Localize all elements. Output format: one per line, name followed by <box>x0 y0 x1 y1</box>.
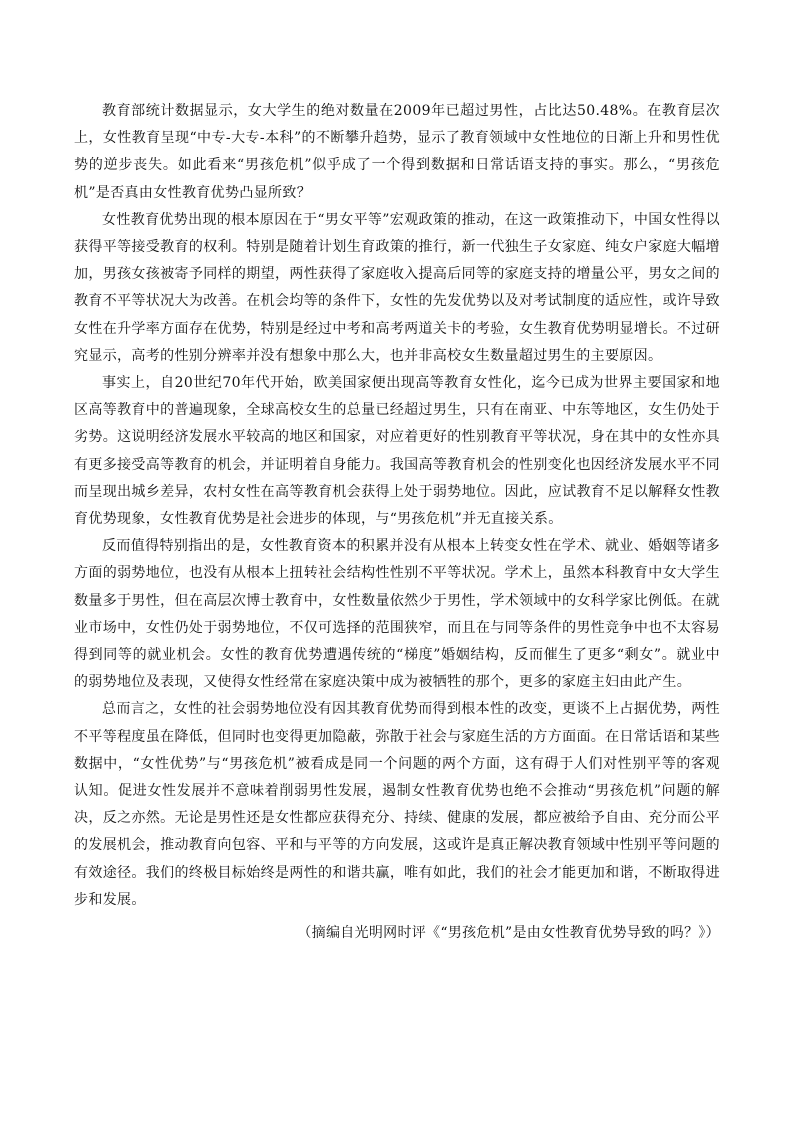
source-citation: （摘编自光明网时评《“男孩危机”是由女性教育优势导致的吗？》） <box>297 925 720 942</box>
paragraph-4: 反而值得特别指出的是，女性教育资本的积累并没有从根本上转变女性在学术、就业、婚姻等诸多方面的弱势地位，也没有从根本上扭转社会结构性性别不平等状况。学术上，虽然本科教育中女大学生数量多于男性，但在高层次博士教育中，女性数量依然少于男性，学术领域中的女科学家比例低。在就业市场中，女性仍处于弱势地位，不仅可选择的范围狭窄，而且在与同等条件的男性竞争中也不太容易得到同等的就业机会。女性的教育优势遭遇传统的“梯度”婚姻结构，反而催生了更多“剩女”。就业中的弱势地位及表现，又使得女性经常在家庭决策中成为被牺牲的那个，更多的家庭主妇由此产生。 <box>74 538 720 691</box>
paragraph-5: 总而言之，女性的社会弱势地位没有因其教育优势而得到根本性的改变，更谈不上占据优势，两性不平等程度虽在降低，但同时也变得更加隐蔽，弥散于社会与家庭生活的方方面面。在日常话语和某些数据中，“女性优势”与“男孩危机”被看成是同一个问题的两个方面，这有碍于人们对性别平等的客观认知。促进女性发展并不意味着削弱男性发展，遏制女性教育优势也绝不会推动“男孩危机”问题的解决，反之亦然。无论是男性还是女性都应获得充分、持续、健康的发展，都应被给予自由、充分而公平的发展机会，推动教育向包容、平和与平等的方向发展，这或许是真正解决教育领域中性别平等问题的有效途径。我们的终极目标始终是两性的和谐共赢，唯有如此，我们的社会才能更加和谐，不断取得进步和发展。 <box>74 701 720 908</box>
paragraph-1: 教育部统计数据显示，女大学生的绝对数量在2009年已超过男性，占比达50.48%。在教育层次上，女性教育呈现“中专-大专-本科”的不断攀升趋势，显示了教育领域中女性地位的日渐上升和男性优势的逆步丧失。如此看来“男孩危机”似乎成了一个得到数据和日常话语支持的事实。那么，“男孩危机”是否真由女性教育优势凸显所致？ <box>74 103 720 201</box>
paragraph-2: 女性教育优势出现的根本原因在于“男女平等”宏观政策的推动，在这一政策推动下，中国女性得以获得平等接受教育的权利。特别是随着计划生育政策的推行，新一代独生子女家庭、纯女户家庭大幅增加，男孩女孩被寄予同样的期望，两性获得了家庭收入提高后同等的家庭支持的增量公平，男女之间的教育不平等状况大为改善。在机会均等的条件下，女性的先发优势以及对考试制度的适应性，或许导致女性在升学率方面存在优势，特别是经过中考和高考两道关卡的考验，女生教育优势明显增长。不过研究显示，高考的性别分辨率并没有想象中那么大，也并非高校女生数量超过男生的主要原因。 <box>74 211 720 364</box>
document-page <box>74 98 720 947</box>
paragraph-3: 事实上，自20世纪70年代开始，欧美国家便出现高等教育女性化，迄今已成为世界主要国家和地区高等教育中的普遍现象，全球高校女生的总量已经超过男生，只有在南亚、中东等地区，女生仍处于劣势。这说明经济发展水平较高的地区和国家，对应着更好的性别教育平等状况，身在其中的女性亦具有更多接受高等教育的机会，并证明着自身能力。我国高等教育机会的性别变化也因经济发展水平不同而呈现出城乡差异，农村女性在高等教育机会获得上处于弱势地位。因此，应试教育不足以解释女性教育优势现象，女性教育优势是社会进步的体现，与“男孩危机”并无直接关系。 <box>74 375 720 528</box>
